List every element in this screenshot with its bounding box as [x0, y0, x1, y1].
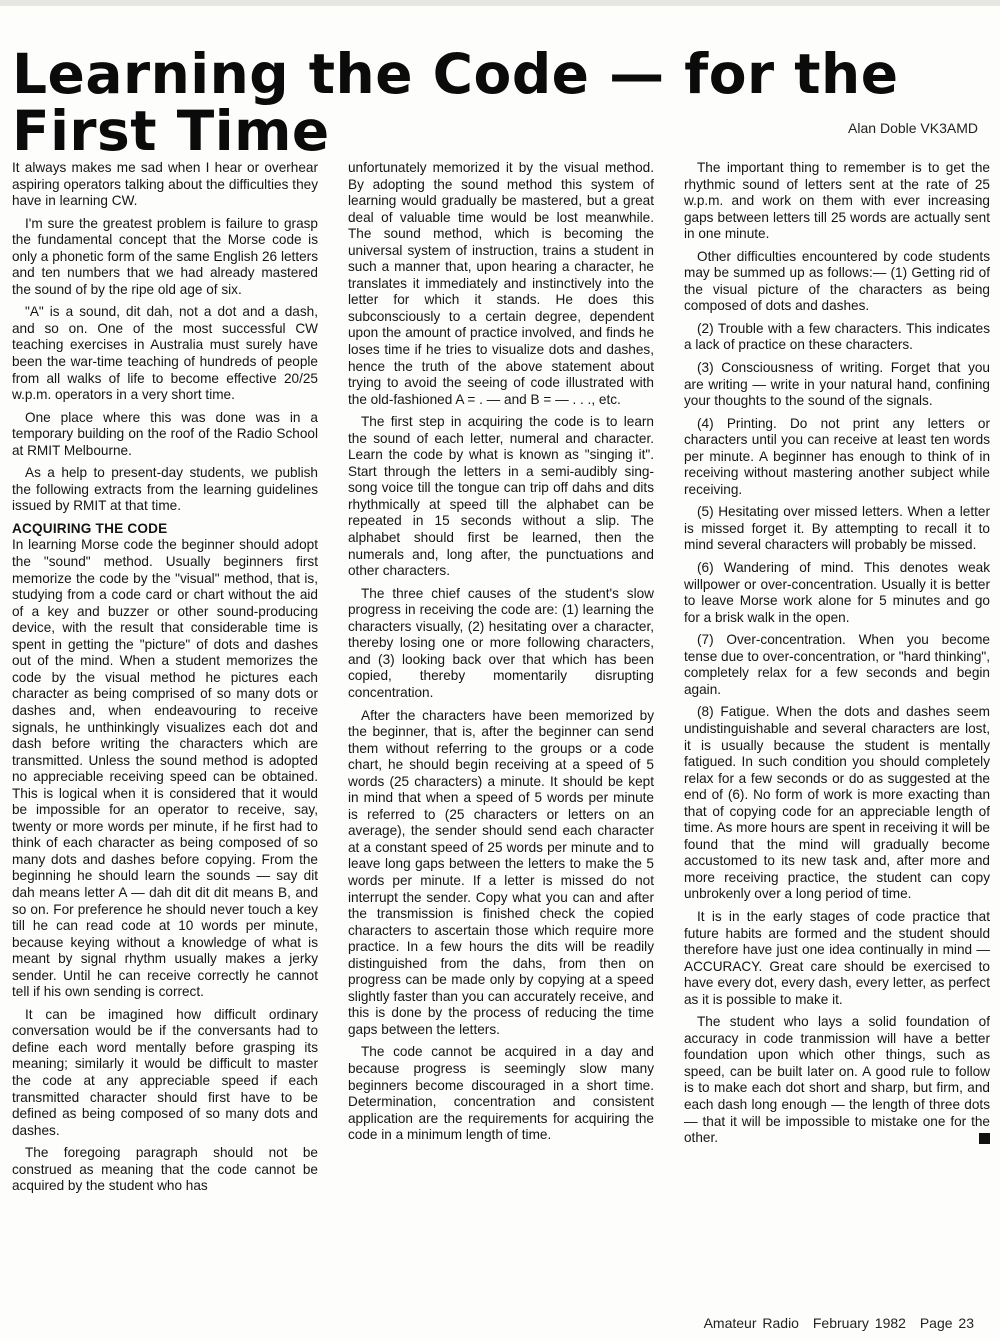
article-paragraph: (3) Consciousness of writing. Forget that you are writing — write in your natural hand, confining your thoughts to the sound of the signals.: [684, 360, 990, 409]
article-paragraph: (4) Printing. Do not print any letters or characters until you can receive at least ten words per minute. A beginner has enough to think of in receiving without mastering another subject while receiving.: [684, 415, 990, 497]
article-paragraph: The first step in acquiring the code is to learn the sound of each letter, numeral and character. Learn the code by what is known as "singing it". Start through the letters in a semi-audibly sing-song voice till the tongue can trip off dahs and dits rhythmically at speed till the alphabet can be repeated in 15 seconds without a slip. The alphabet should first be learned, then the numerals and, long after, the punctuations and other characters.: [348, 414, 654, 579]
article-paragraph: Other difficulties encountered by code students may be summed up as follows:— (1) Getting rid of the visual picture of the characters as being composed of dots and dashes.: [684, 248, 990, 314]
top-rule: [0, 0, 1000, 6]
article-paragraph: (8) Fatigue. When the dots and dashes seem undistinguishable and several characters are lost, it is usually because the student is mentally fatigued. In such condition you should completely relax for a few seconds or do as suggested at the end of (6). No form of work is more exacting than that of copying code for an appreciable length of time. As more hours are spent in receiving it will be found that the mind will gradually become accustomed to its new task and, after more and more receiving practice, the student can copy unbrokenly over a long period of time.: [684, 704, 990, 902]
footer-page-number: Page 23: [919, 1315, 974, 1331]
article-paragraph: The important thing to remember is to get the rhythmic sound of letters sent at the rate of 25 w.p.m. and work on them with ever increasing gaps between letters till 25 words are actually sent in one minute.: [684, 160, 990, 242]
article-paragraph: As a help to present-day students, we publish the following extracts from the learning guidelines issued by RMIT at that time.: [12, 465, 318, 514]
text-column-1: [12, 160, 318, 1310]
article-paragraph: One place where this was done was in a temporary building on the roof of the Radio School at RMIT Melbourne.: [12, 409, 318, 458]
article-title: Learning the Code — for the First Time: [12, 42, 899, 163]
article-paragraph: I'm sure the greatest problem is failure to grasp the fundamental concept that the Morse code is only a phonetic form of the same English 26 letters and ten numbers that we had already mastered the sound of by the ripe old age of six.: [12, 215, 318, 297]
article-paragraph: After the characters have been memorized by the beginner, that is, after the beginner can send them without referring to the groups or a code chart, he should begin receiving at a speed of 5 words (25 characters) a minute. It should be kept in mind that when a speed of 5 words per minute is referred to (25 characters or letters on an average), the sender should send each character at a constant speed of 25 words per minute and to leave long gaps between the letters to make the 5 words per minute. If a letter is missed do not interrupt the sender. Copy what you can and after the transmission is finished check the copied characters to ascertain those which require more practice. In a few hours the dits will be readily distinguished from the dahs, from then on progress can be made only by copying at a speed slightly faster than you can accurately receive, and this is done by the process of reducing the time gaps between the letters.: [348, 707, 654, 1037]
author-byline: Alan Doble VK3AMD: [848, 120, 978, 136]
article-paragraph: "A" is a sound, dit dah, not a dot and a dash, and so on. One of the most successful CW teaching exercises in Australia must surely have been the war-time teaching of hundreds of people from all walks of life to become effective 20/25 w.p.m. operators in a very short time.: [12, 304, 318, 403]
footer-publication: Amateur Radio: [703, 1315, 799, 1331]
article-paragraph: It can be imagined how difficult ordinary conversation would be if the conversants had to define each word mentally before grasping its meaning; similarly it would be difficult to master the code at any appreciable speed if each transmitted character should first have to be defined as being composed of so many dots and dashes.: [12, 1006, 318, 1138]
article-paragraph: (2) Trouble with a few characters. This indicates a lack of practice on these characters.: [684, 320, 990, 353]
article-paragraph: (5) Hesitating over missed letters. When a letter is missed forget it. By attempting to recall it to mind several characters will probably be missed.: [684, 504, 990, 553]
text-column-3: [684, 160, 990, 1310]
article-paragraph: (7) Over-concentration. When you become tense due to over-concentration, or "hard thinking", completely relax for a few seconds and begin again.: [684, 632, 990, 697]
footer-issue: February 1982: [812, 1315, 906, 1331]
article-paragraph: The three chief causes of the student's slow progress in receiving the code are: (1) learning the characters visually, (2) hesitating over a character, thereby losing one or more following characters, and (3) looking back over that which has been copied, thereby momentarily disrupting concentration.: [348, 585, 654, 700]
article-paragraph: It always makes me sad when I hear or overhear aspiring operators talking about the difficulties they have in learning CW.: [12, 160, 318, 209]
article-paragraph: (6) Wandering of mind. This denotes weak willpower or over-concentration. Usually it is better to leave Morse work alone for 5 minutes and go for a brisk walk in the open.: [684, 560, 990, 625]
text-column-2: [348, 160, 654, 1310]
article-paragraph: It is in the early stages of code practice that future habits are formed and the student should therefore have just one idea continually in mind — ACCURACY. Great care should be exercised to have every dot, every dash, every letter, as perfect as it is possible to make it.: [684, 908, 990, 1007]
article-paragraph: The student who lays a solid foundation of accuracy in code tranmission will have a better foundation upon which other things, such as speed, can be built later on. A good rule to follow is to make each dot short and sharp, but firm, and each dash long enough — the length of three dots — that it will be impossible to mistake one for the other.: [684, 1014, 990, 1146]
section-heading: ACQUIRING THE CODE: [12, 520, 168, 536]
article-paragraph: In learning Morse code the beginner should adopt the "sound" method. Usually beginners first memorize the code by the "visual" method, that is, studying from a code card or chart without the aid of a key and buzzer or other sound-producing device, with the result that considerable time is spent in getting the "picture" of dots and dashes out of the mind. When a student memorizes the code by the visual method he pictures each character as being comprised of so many dots or dashes and, when endeavouring to receive signals, he unthinkingly visualizes each dot and dash before writing the characters which are transmitted. Unless the sound method is adopted no appreciable receiving speed can be obtained. This is logical when it is considered that it would be impossible for an operator to receive, say, twenty or more words per minute, if he first had to think of each character as being composed of so many dots and dashes before copying. From the beginning he should learn the sounds — say dit dah means letter A — dah dit dit dit means B, and so on. For preference he should never touch a key till he can read code at 10 words per minute, because keying without a knowledge of what is meant by signal rhythm usually makes a jerky sender. Until he can receive correctly he cannot tell if his own sending is correct.: [12, 537, 318, 1000]
end-of-article-mark: [979, 1133, 990, 1144]
article-paragraph: unfortunately memorized it by the visual method. By adopting the sound method this system of learning would gradually be mastered, but a great deal of valuable time would be lost meanwhile. The sound method, which is becoming the universal system of instruction, trains a student in such a manner that, upon hearing a character, he translates it immediately and instinctively into the letter for which it stands. He does this subconsciously to a certain degree, dependent upon the amount of practice involved, and finds he loses time if he tries to visualize dots and dashes, hence the truth of the above statement about trying to avoid the seeing of code illustrated with the old-fashioned A = . — and B = — . . ., etc.: [348, 160, 654, 407]
article-paragraph: The foregoing paragraph should not be construed as meaning that the code cannot be acquired by the student who has: [12, 1145, 318, 1194]
page-footer: [696, 1315, 974, 1331]
article-paragraph: The code cannot be acquired in a day and because progress is seemingly slow many beginners become discouraged in a short time. Determination, concentration and consistent application are the requirements for acquiring the code in a minimum length of time.: [348, 1044, 654, 1143]
